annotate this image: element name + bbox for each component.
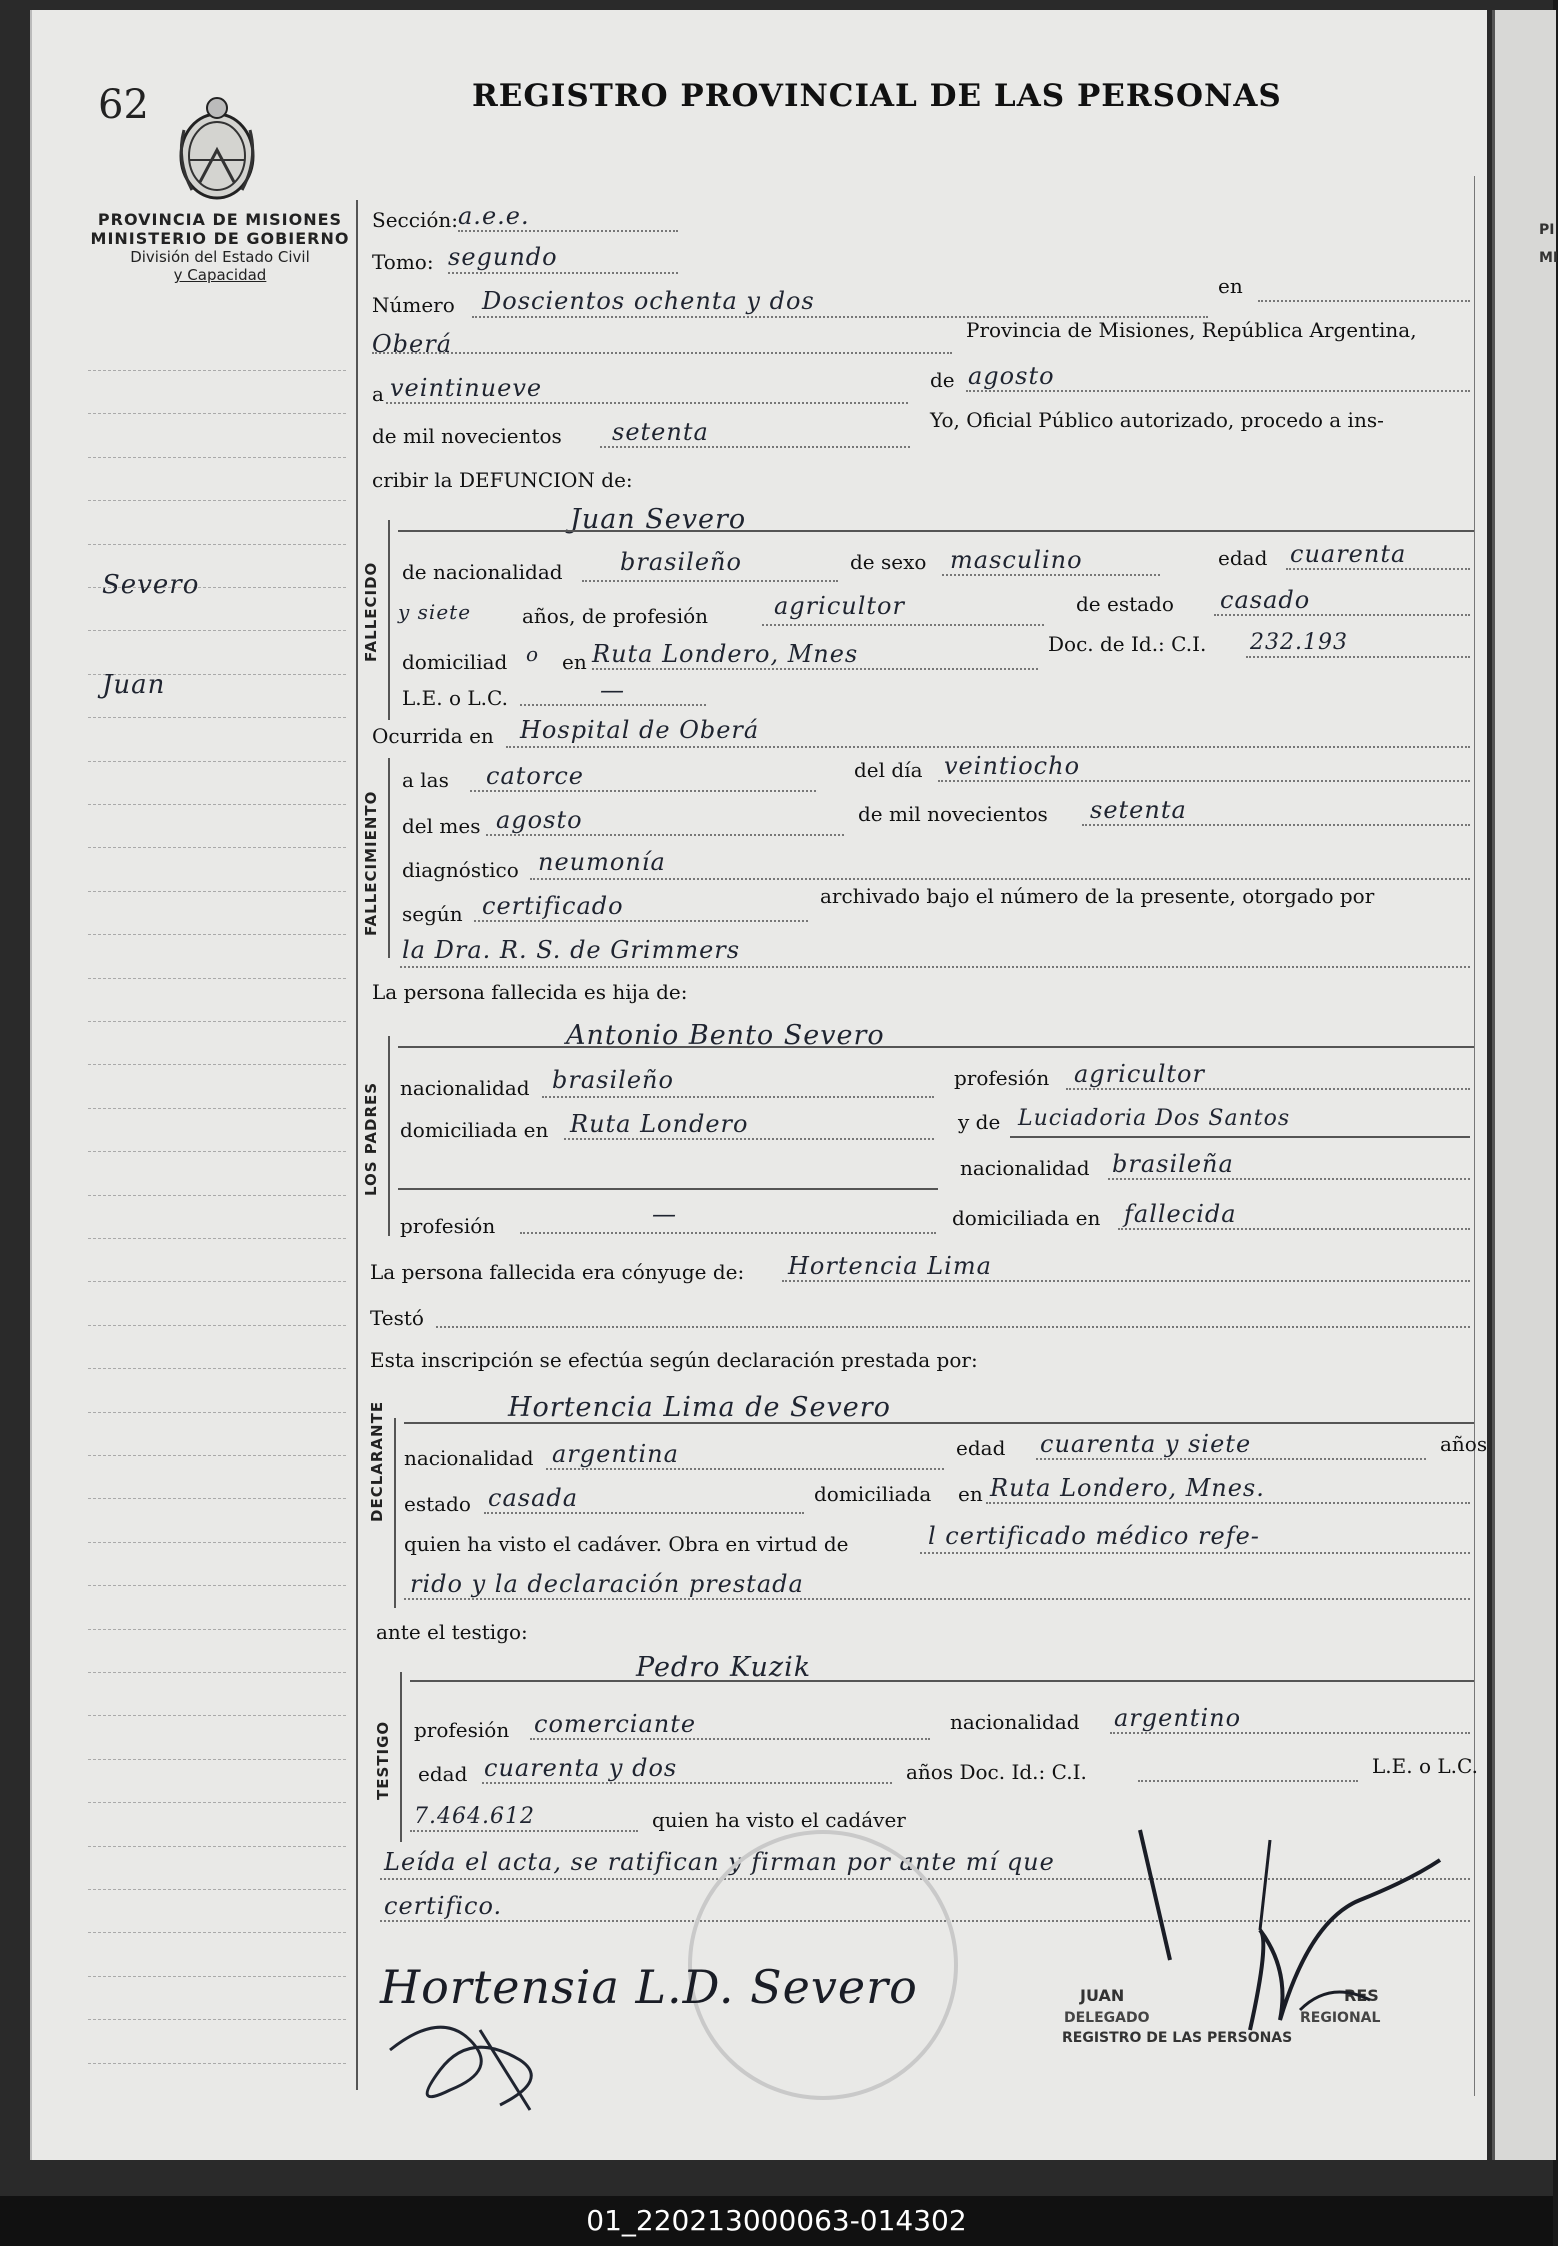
label-del-mes: del mes — [402, 814, 481, 838]
label-quien-ha-visto: quien ha visto el cadáver. Obra en virtud de — [404, 1532, 849, 1556]
name-rule — [410, 1680, 1474, 1682]
value-test-ci: 7.464.612 — [414, 1804, 535, 1829]
adjacent-fragment-2: MI — [1539, 250, 1558, 266]
label-ante-testigo: ante el testigo: — [376, 1620, 528, 1644]
stamp-line-2: RES — [1344, 1986, 1379, 2005]
dotline — [600, 446, 910, 448]
margin-rule — [88, 630, 346, 631]
value-decl-edad: cuarenta y siete — [1040, 1430, 1252, 1458]
label-provincia: Provincia de Misiones, República Argentina, — [966, 318, 1417, 342]
margin-rule — [88, 1976, 346, 1977]
margin-rule — [88, 934, 346, 935]
value-domicilio: Ruta Londero, Mnes — [592, 640, 859, 668]
label-le-o-lc: L.E. o L.C. — [1372, 1754, 1478, 1778]
margin-rule — [88, 1802, 346, 1803]
label-nacionalidad-madre: nacionalidad — [960, 1156, 1090, 1180]
margin-note-surname: Severo — [102, 570, 200, 600]
margin-rule — [88, 1325, 346, 1326]
dotline — [1246, 656, 1470, 658]
margin-note-firstname: Juan — [102, 670, 166, 700]
margin-rule — [88, 1932, 346, 1933]
value-cierre-2: certifico. — [384, 1892, 503, 1920]
value-ci: 232.193 — [1250, 630, 1348, 655]
name-rule — [398, 530, 1474, 532]
label-testigo: TESTIGO — [374, 1720, 392, 1800]
label-domiciliada-padre: domiciliada en — [400, 1118, 549, 1142]
margin-rule — [88, 1412, 346, 1413]
label-domiciliado: domiciliad — [402, 650, 508, 674]
dotline — [520, 704, 706, 706]
adjacent-page-edge — [1492, 10, 1556, 2160]
dotline — [474, 920, 808, 922]
value-madre-nac: brasileña — [1112, 1150, 1234, 1178]
dotline — [1110, 1732, 1470, 1734]
dotline — [530, 1738, 930, 1740]
label-y-de: y de — [958, 1110, 1001, 1134]
name-rule — [398, 1046, 1474, 1048]
margin-rule — [88, 891, 346, 892]
dotline — [530, 878, 1470, 880]
label-declarante: DECLARANTE — [368, 1400, 386, 1522]
margin-rule — [88, 1281, 346, 1282]
block-bar — [388, 520, 390, 720]
value-profesion: agricultor — [774, 592, 905, 620]
label-estado-decl: estado — [404, 1492, 471, 1516]
dotline — [372, 352, 952, 354]
label-segun: según — [402, 902, 463, 926]
value-dia-fall: veintiocho — [944, 752, 1081, 780]
margin-rule — [88, 457, 346, 458]
dotline — [506, 746, 1470, 748]
adjacent-fragment-1: PI — [1539, 222, 1555, 238]
margin-rule — [88, 1064, 346, 1065]
value-madre: Luciadoria Dos Santos — [1018, 1106, 1291, 1131]
label-de-nacionalidad: de nacionalidad — [402, 560, 563, 584]
value-ocurrida: Hospital de Oberá — [520, 716, 760, 744]
value-nacionalidad: brasileño — [620, 548, 742, 576]
label-de-sexo: de sexo — [850, 550, 927, 574]
official-signature-icon — [1130, 1800, 1460, 2060]
margin-rule — [88, 1672, 346, 1673]
label-en: en — [1218, 274, 1243, 298]
value-anio: setenta — [612, 418, 709, 446]
name-rule — [404, 1422, 1474, 1424]
label-domiciliada-madre: domiciliada en — [952, 1206, 1101, 1230]
margin-rule — [88, 1629, 346, 1630]
dotline — [592, 668, 1038, 670]
dotline — [564, 1138, 934, 1140]
margin-rule — [88, 2019, 346, 2020]
value-diagnostico: neumonía — [538, 848, 666, 876]
margin-rule — [88, 1585, 346, 1586]
margin-rule — [88, 1368, 346, 1369]
issuer-line-4: y Capacidad — [173, 266, 267, 284]
dotline — [482, 1782, 892, 1784]
margin-rule — [88, 1151, 346, 1152]
margin-rule — [88, 1238, 346, 1239]
margin-rule — [88, 2063, 346, 2064]
value-estado: casado — [1220, 586, 1311, 614]
issuer-line-2: MINISTERIO DE GOBIERNO — [90, 229, 350, 248]
value-testigo: Pedro Kuzik — [636, 1652, 812, 1683]
dotline — [1286, 568, 1470, 570]
value-test-edad: cuarenta y dos — [484, 1754, 678, 1782]
value-mes-fall: agosto — [496, 806, 583, 834]
name-rule — [1010, 1136, 1470, 1138]
page-title: REGISTRO PROVINCIAL DE LAS PERSONAS — [472, 78, 1282, 114]
margin-rule — [88, 761, 346, 762]
label-numero: Número — [372, 293, 455, 317]
value-declarante: Hortencia Lima de Severo — [508, 1392, 891, 1423]
label-profesion-madre: profesión — [400, 1214, 496, 1238]
block-bar — [388, 758, 390, 958]
margin-rule — [88, 1021, 346, 1022]
value-decl-estado: casada — [488, 1484, 579, 1512]
dotline — [436, 1326, 1470, 1328]
page-number: 62 — [98, 82, 149, 128]
margin-divider — [356, 200, 358, 2090]
value-tomo: segundo — [448, 243, 558, 271]
stamp-line-5: REGISTRO DE LAS PERSONAS — [1062, 2030, 1293, 2046]
value-le: — — [600, 676, 625, 704]
issuer-block — [90, 210, 350, 284]
value-madre-dom: fallecida — [1124, 1200, 1237, 1228]
label-nacionalidad-padre: nacionalidad — [400, 1076, 530, 1100]
dotline — [520, 1232, 936, 1234]
value-test-nac: argentino — [1114, 1704, 1242, 1732]
dotline — [448, 272, 678, 274]
label-a-las: a las — [402, 768, 449, 792]
value-domicilio-o: o — [526, 642, 540, 666]
label-conyuge: La persona fallecida era cónyuge de: — [370, 1260, 745, 1284]
label-edad-decl: edad — [956, 1436, 1006, 1460]
dotline — [386, 402, 908, 404]
label-padres: LOS PADRES — [362, 1081, 380, 1196]
dotline — [1036, 1458, 1426, 1460]
value-test-prof: comerciante — [534, 1710, 697, 1738]
margin-rule — [88, 1889, 346, 1890]
margin-rule — [88, 1542, 346, 1543]
dotline — [942, 574, 1160, 576]
value-dia: veintinueve — [390, 374, 543, 402]
label-seccion: Sección: — [372, 208, 458, 232]
block-bar — [388, 1036, 390, 1236]
label-anos-decl: años — [1440, 1432, 1488, 1456]
margin-rule — [88, 1846, 346, 1847]
label-anos-profesion: años, de profesión — [522, 604, 709, 628]
value-decl-nac: argentina — [552, 1440, 679, 1468]
label-de-mil: de mil novecientos — [372, 424, 562, 448]
witness-signature-icon — [380, 2010, 610, 2120]
value-numero: Doscientos ochenta y dos — [482, 287, 815, 315]
margin-rule — [88, 1759, 346, 1760]
margin-rule — [88, 544, 346, 545]
dotline — [400, 966, 1470, 968]
stamp-line-1: JUAN — [1080, 1986, 1125, 2005]
label-fallecido: FALLECIDO — [362, 561, 380, 662]
value-seccion: a.e.e. — [458, 202, 530, 230]
stamp-line-3: DELEGADO — [1064, 2010, 1150, 2026]
value-hora: catorce — [486, 762, 584, 790]
label-de-mil-fall: de mil novecientos — [858, 802, 1048, 826]
value-segun: certificado — [482, 892, 624, 920]
label-testo: Testó — [370, 1306, 424, 1330]
margin-rule — [88, 1455, 346, 1456]
label-yo-oficial: Yo, Oficial Público autorizado, procedo a ins- — [930, 408, 1384, 432]
margin-rule — [88, 413, 346, 414]
label-edad-test: edad — [418, 1762, 468, 1786]
right-border — [1474, 176, 1475, 2096]
declarant-signature: Hortensia L.D. Severo — [380, 1960, 918, 2014]
dotline — [582, 580, 838, 582]
dotline — [986, 1502, 1470, 1504]
value-virtud-2: rido y la declaración prestada — [410, 1570, 804, 1598]
label-profesion-padre: profesión — [954, 1066, 1050, 1090]
label-ocurrida-en: Ocurrida en — [372, 724, 494, 748]
label-fallecimiento: FALLECIMIENTO — [362, 790, 380, 936]
label-archivado: archivado bajo el número de la presente, otorgado por — [820, 884, 1375, 908]
value-anio-fall: setenta — [1090, 796, 1187, 824]
dotline — [1258, 300, 1470, 302]
margin-rule — [88, 978, 346, 979]
value-edad-2: y siete — [398, 600, 472, 624]
dotline — [920, 1552, 1470, 1554]
value-virtud-1: l certificado médico refe- — [928, 1522, 1260, 1550]
dotline — [782, 1280, 1470, 1282]
label-nacionalidad-decl: nacionalidad — [404, 1446, 534, 1470]
value-madre-prof: — — [652, 1200, 677, 1228]
block-bar — [400, 1672, 402, 1842]
margin-rule — [88, 847, 346, 848]
value-cierre-1: Leída el acta, se ratifican y firman por ante mí que — [384, 1848, 1055, 1876]
value-padre-dom: Ruta Londero — [570, 1110, 749, 1138]
dotline — [1138, 1780, 1358, 1782]
label-edad: edad — [1218, 546, 1268, 570]
label-del-dia: del día — [854, 758, 923, 782]
margin-rule — [88, 804, 346, 805]
margin-rule — [88, 1715, 346, 1716]
dotline — [410, 1830, 638, 1832]
label-doc-id: Doc. de Id.: C.I. — [1048, 632, 1207, 656]
dotline — [404, 1598, 1470, 1600]
dotline — [546, 1468, 944, 1470]
label-domiciliada-decl: domiciliada — [814, 1482, 932, 1506]
label-nacionalidad-test: nacionalidad — [950, 1710, 1080, 1734]
label-de-estado: de estado — [1076, 592, 1174, 616]
margin-rule — [88, 370, 346, 371]
value-edad: cuarenta — [1290, 540, 1407, 568]
block-bar — [394, 1418, 396, 1608]
label-en-domicilio: en — [562, 650, 587, 674]
dotline — [542, 1096, 934, 1098]
dotline — [1066, 1088, 1470, 1090]
value-lugar: Oberá — [372, 330, 453, 358]
section-rule — [398, 1188, 938, 1190]
margin-rule — [88, 1195, 346, 1196]
issuer-line-1: PROVINCIA DE MISIONES — [97, 210, 343, 229]
margin-rule — [88, 1498, 346, 1499]
value-padre: Antonio Bento Severo — [566, 1020, 885, 1051]
margin-rule — [88, 1108, 346, 1109]
issuer-line-3: División del Estado Civil — [130, 248, 310, 266]
label-de: de — [930, 368, 955, 392]
footer-image-id: 01_220213000063-014302 — [0, 2196, 1553, 2246]
label-a: a — [372, 382, 384, 406]
dotline — [966, 390, 1470, 392]
value-otorgado: la Dra. R. S. de Grimmers — [402, 936, 741, 964]
dotline — [458, 230, 678, 232]
value-nombre: Juan Severo — [570, 504, 747, 535]
dotline — [484, 1512, 804, 1514]
margin-rule — [88, 500, 346, 501]
label-hija-de: La persona fallecida es hija de: — [372, 980, 688, 1004]
dotline — [486, 834, 844, 836]
label-quien-ha-visto-2: quien ha visto el cadáver — [652, 1808, 906, 1832]
label-anos-doc: años Doc. Id.: C.I. — [906, 1760, 1087, 1784]
value-decl-dom: Ruta Londero, Mnes. — [990, 1474, 1265, 1502]
dotline — [1214, 614, 1470, 616]
value-padre-prof: agricultor — [1074, 1060, 1205, 1088]
dotline — [762, 624, 1044, 626]
dotline — [1082, 824, 1470, 826]
value-conyuge: Hortencia Lima — [788, 1252, 992, 1280]
value-mes: agosto — [968, 362, 1055, 390]
label-le-lc: L.E. o L.C. — [402, 686, 508, 710]
label-inscripcion: Esta inscripción se efectúa según declaración prestada por: — [370, 1348, 978, 1372]
label-en-decl: en — [958, 1482, 983, 1506]
dotline — [1108, 1178, 1470, 1180]
coat-of-arms-icon — [172, 90, 262, 205]
value-sexo: masculino — [950, 546, 1083, 574]
dotline — [1118, 1228, 1470, 1230]
label-tomo: Tomo: — [372, 250, 434, 274]
value-padre-nac: brasileño — [552, 1066, 674, 1094]
margin-rule — [88, 717, 346, 718]
stamp-line-4: REGIONAL — [1300, 2010, 1381, 2026]
label-cribir: cribir la DEFUNCION de: — [372, 468, 633, 492]
label-profesion-test: profesión — [414, 1718, 510, 1742]
dotline — [470, 790, 816, 792]
label-diagnostico: diagnóstico — [402, 858, 519, 882]
dotline — [938, 780, 1470, 782]
